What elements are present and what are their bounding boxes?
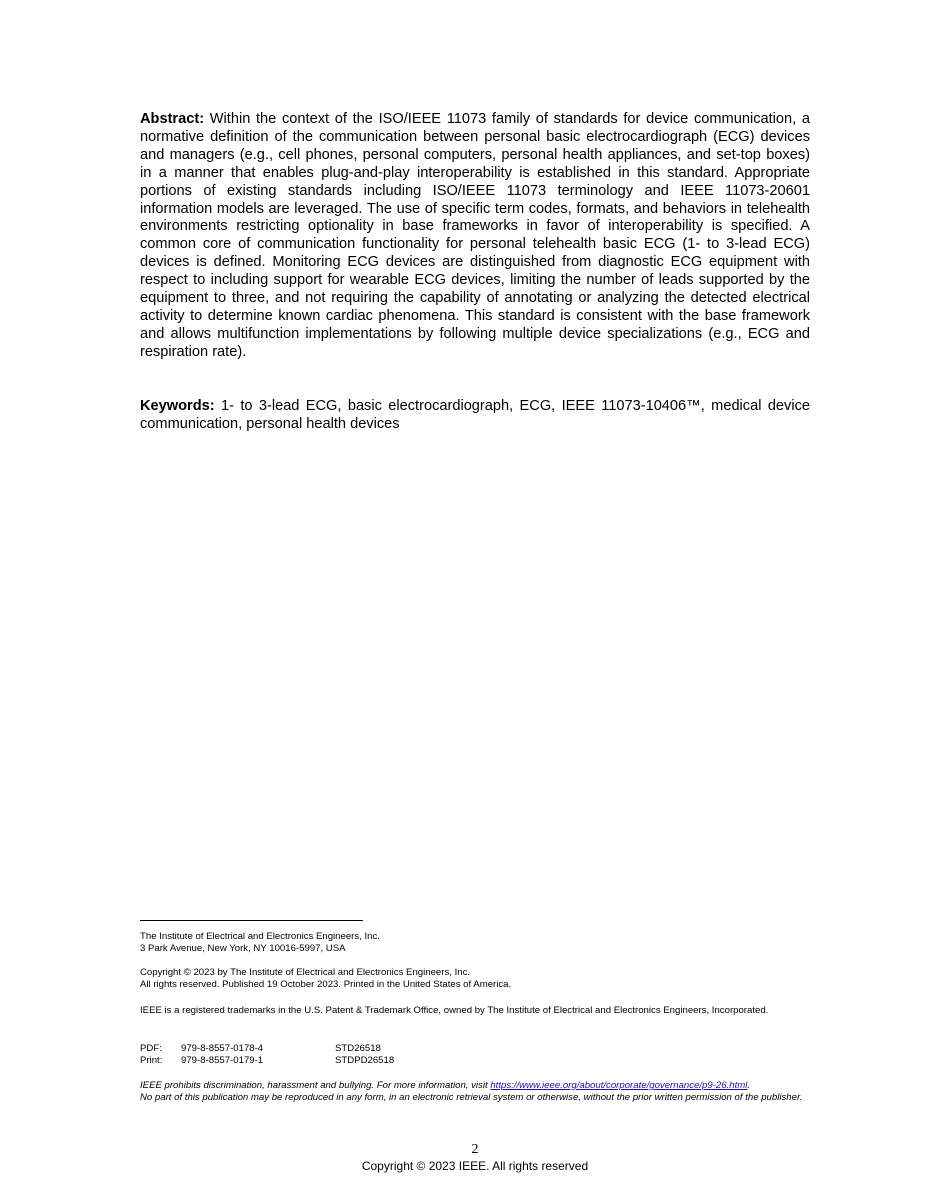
page-footer: Copyright © 2023 IEEE. All rights reserved (361, 1159, 589, 1173)
isbn-number: 979-8-8557-0178-4 (181, 1043, 264, 1054)
trademark-text: IEEE is a registered trademarks in the U.S. Patent & Trademark Office, owned by The Institute of Electrical and Electronics Engineers, Incorporated. (140, 1005, 769, 1016)
isbn-number: 979-8-8557-0179-1 (181, 1054, 264, 1066)
isbn-std-code: STDPD26518 (335, 1054, 395, 1066)
isbn-std-code: STD26518 (335, 1043, 381, 1054)
legal-line-2: No part of this publication may be reproduced in any form, in an electronic retrieval system or otherwise, without the prior written permission of the publisher. (140, 1091, 803, 1103)
publisher-address: 3 Park Avenue, New York, NY 10016-5997, USA (140, 942, 346, 954)
abstract-paragraph (140, 111, 810, 362)
footnote-divider (140, 920, 363, 921)
isbn-format-label: PDF: (140, 1043, 162, 1054)
publisher-block (140, 931, 810, 954)
publisher-name: The Institute of Electrical and Electronics Engineers, Inc. (140, 931, 380, 942)
legal-suffix: . (747, 1080, 751, 1091)
isbn-format-label: Print: (140, 1054, 163, 1066)
keywords-paragraph (140, 398, 810, 434)
legal-prefix: IEEE prohibits discrimination, harassment and bullying. For more information, visit (140, 1080, 491, 1091)
isbn-row (140, 1043, 810, 1055)
isbn-block (140, 1043, 810, 1066)
page-number: 2 (471, 1142, 479, 1157)
abstract-text: Within the context of the ISO/IEEE 11073 family of standards for device communication, a normative definition of the communication between personal basic electrocardiograph (ECG) devices and managers (e.g., cell phones, personal computers, personal health appliances, and set-top boxes) in a manner that enables plug-and-play interoperability is established in this standard. Appropriate portions of existing standards including ISO/IEEE 11073 terminology and IEEE 11073-20601 information models are leveraged. The use of specific term codes, formats, and behaviors in telehealth environments restricting optionality in base frameworks in favor of interoperability is specified. A common core of communication functionality for personal telehealth basic ECG (1- to 3-lead ECG) devices is defined. Monitoring ECG devices are distinguished from diagnostic ECG equipment with respect to including support for wearable ECG devices, limiting the number of leads supported by the equipment to three, and not requiring the capability of annotating or analyzing the detected electrical activity to determine known cardiac phenomena. This standard is consistent with the base framework and allows multifunction implementations by following multiple device specializations (e.g., ECG and respiration rate). (140, 111, 810, 360)
isbn-row (140, 1055, 810, 1067)
copyright-block (140, 967, 810, 990)
copyright-line-2: All rights reserved. Published 19 October 2023. Printed in the United States of America. (140, 978, 512, 990)
trademark-block (140, 1005, 810, 1017)
governance-link[interactable]: https://www.ieee.org/about/corporate/governance/p9-26.html (490, 1080, 748, 1091)
abstract-label: Abstract: (140, 111, 205, 127)
copyright-line-1: Copyright © 2023 by The Institute of Electrical and Electronics Engineers, Inc. (140, 967, 471, 978)
legal-notice (140, 1080, 810, 1103)
legal-line-1 (140, 1080, 810, 1092)
keywords-label: Keywords: (140, 398, 215, 414)
keywords-text: 1- to 3-lead ECG, basic electrocardiograph, ECG, IEEE 11073-10406™, medical device communication, personal health devices (140, 398, 811, 432)
